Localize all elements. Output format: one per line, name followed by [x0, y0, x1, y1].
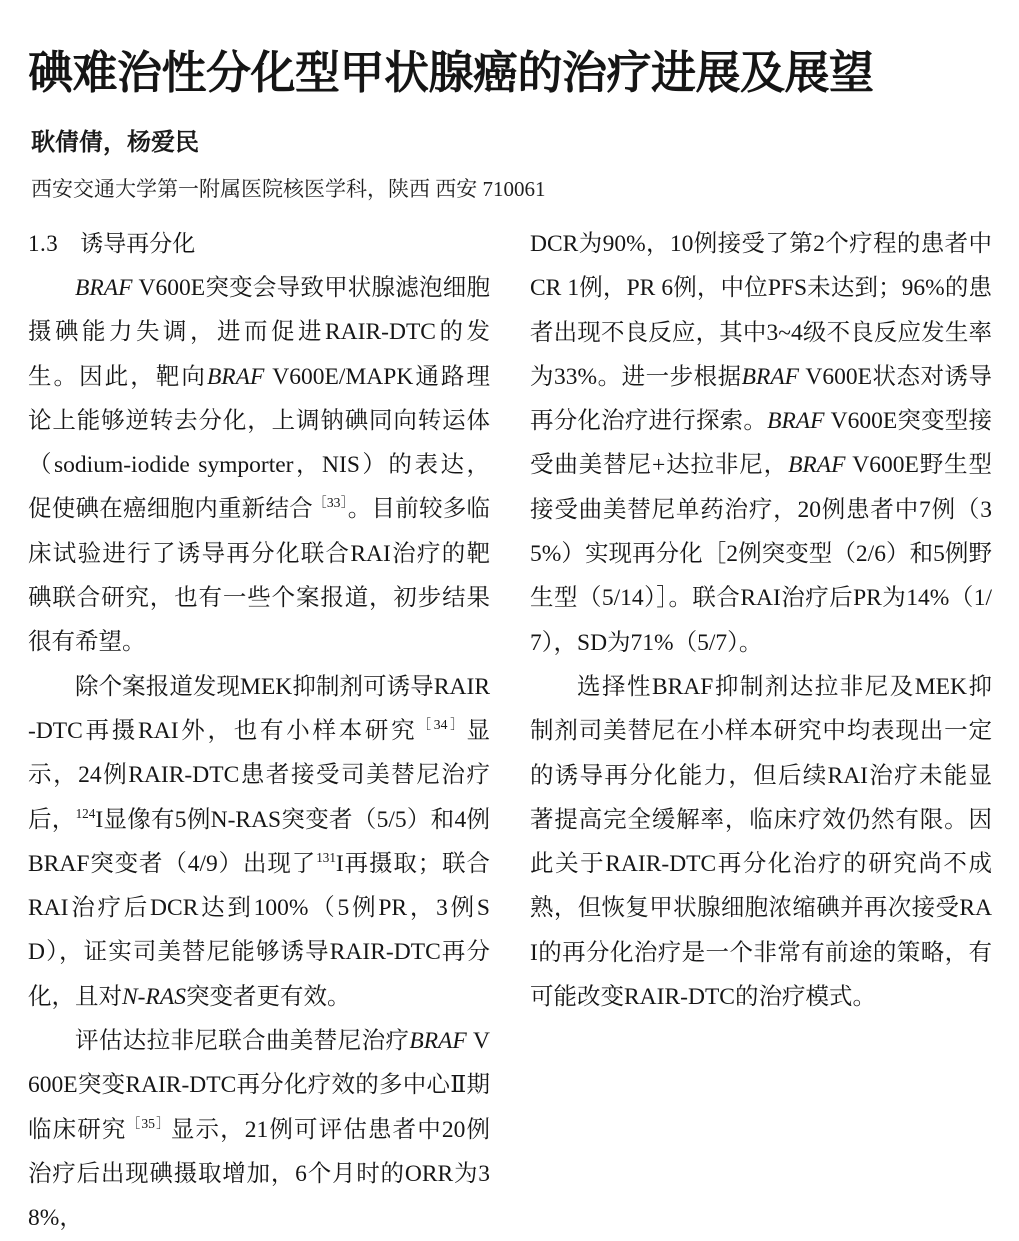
section-heading	[28, 222, 490, 266]
paragraph-text: I再摄取；联合RAI治疗后DCR达到100%（5例PR，3例SD），证实司美替尼能够诱导RAIR-DTC再分化，且对	[28, 850, 491, 1010]
paragraph-right-1	[530, 222, 992, 665]
paragraph-text: 显示，21例可评估患者中20例治疗后出现碘摄取增加，6个月时的ORR为38%，	[28, 1116, 491, 1232]
paragraph-left-2	[28, 665, 490, 1019]
paragraph-left-3	[28, 1019, 490, 1240]
section-title: 诱导再分化	[80, 231, 196, 256]
gene-name-braf: BRAF	[788, 452, 846, 479]
paragraph-text: 通路理论上能够逆转去分化，上调钠碘同向转运体（sodium-iodide symporter，NIS）的表达，促使碘在癌细胞内重新结合	[28, 363, 490, 523]
gene-name-braf: BRAF	[206, 363, 265, 390]
variant-v600e-mapk: V600E/MAPK	[272, 363, 414, 390]
paragraph-text: DCR为90%，10例接受了第2个疗程的患者中CR 1例，PR 6例，中位PFS未达到；96%的患者出现不良反应，其中3~4级不良反应发生率为33%。进一步根据	[530, 231, 992, 390]
affiliation-line: 西安交通大学第一附属医院核医学科，陕西 西安 710061	[31, 177, 546, 201]
paragraph-text: 评估达拉非尼联合曲美替尼治疗	[75, 1028, 410, 1055]
paragraph-left-1	[28, 266, 490, 665]
isotope-124: 124	[75, 805, 96, 821]
citation-33: ［33］	[312, 495, 348, 511]
gene-name-braf: BRAF	[767, 408, 825, 435]
citation-35: ［35］	[126, 1115, 171, 1131]
gene-name-nras: N-RAS	[122, 983, 186, 1010]
author-list: 耿倩倩，杨爱民	[31, 129, 199, 156]
section-number: 1.3	[28, 231, 59, 256]
paragraph-text: V600E野生型接受曲美替尼单药治疗，20例患者中7例（35%）实现再分化［2例突变型（2/6）和5例野生型（5/14）］。联合RAI治疗后PR为14%（1/7），SD为71%（5/7）。	[530, 452, 992, 656]
paragraph-text: 突变者更有效。	[185, 983, 351, 1010]
paragraph-text: 显示，24例RAIR-DTC患者接受司美替尼治疗后，	[28, 717, 491, 833]
paragraph-text: V600E突变RAIR-DTC再分化疗效的多中心Ⅱ期临床研究	[28, 1028, 491, 1143]
body-columns	[0, 222, 1019, 1232]
gene-name-braf: BRAF	[741, 363, 800, 390]
page-title: 碘难治性分化型甲状腺癌的治疗进展及展望	[28, 47, 874, 99]
column-left	[28, 222, 491, 1232]
citation-34: ［34］	[417, 717, 467, 733]
paragraph-right-2: 选择性BRAF抑制剂达拉非尼及MEK抑制剂司美替尼在小样本研究中均表现出一定的诱导再分化能力，但后续RAI治疗未能显著提高完全缓解率，临床疗效仍然有限。因此关于RAIR-DTC再分化治疗的研究尚不成熟，但恢复甲状腺细胞浓缩碘并再次接受RAI的再分化治疗是一个非常有前途的策略，有可能改变RAIR-DTC的治疗模式。	[530, 673, 992, 1011]
variant-v600e: V600E	[138, 275, 206, 301]
paragraph-text: V600E突变型接受曲美替尼+达拉非尼，	[530, 408, 993, 479]
isotope-131: 131	[316, 850, 336, 866]
gene-name-braf: BRAF	[75, 275, 133, 301]
paragraph-text: 突变会导致甲状腺滤泡细胞摄碘能力失调，进而促进RAIR-DTC的发生。因此，靶向	[28, 275, 491, 390]
paragraph-text: 。目前较多临床试验进行了诱导再分化联合RAI治疗的靶碘联合研究，也有一些个案报道，初步结果很有希望。	[28, 496, 491, 656]
paragraph-text: V600E状态对诱导再分化治疗进行探索。	[530, 363, 993, 435]
paragraph-text: I显像有5例N-RAS突变者（5/5）和4例BRAF突变者（4/9）出现了	[28, 806, 490, 877]
paragraph-text: 除个案报道发现MEK抑制剂可诱导RAIR-DTC再摄RAI外，也有小样本研究	[28, 673, 490, 744]
column-right	[530, 222, 993, 1011]
gene-name-braf: BRAF	[409, 1028, 467, 1055]
